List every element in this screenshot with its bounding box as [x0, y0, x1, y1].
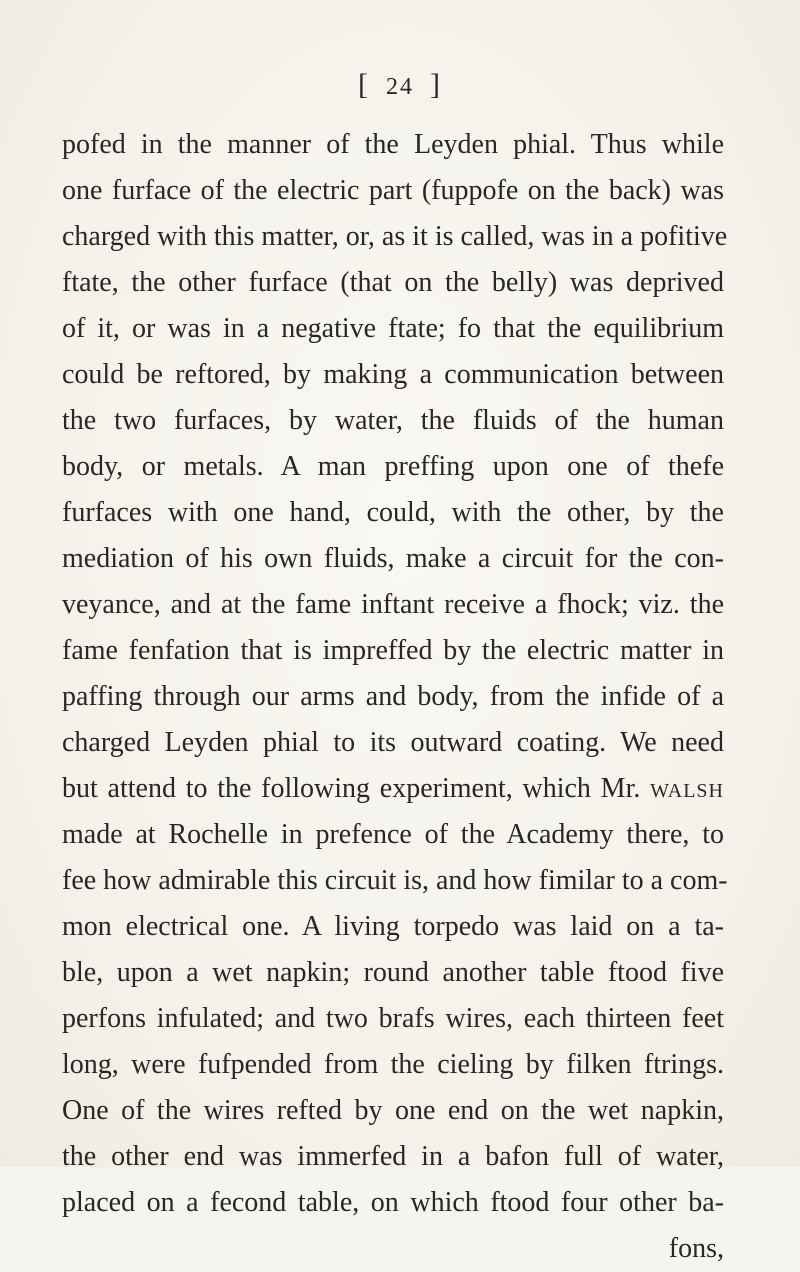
text-line: mon electrical one. A living torpedo was laid on a ta-: [62, 911, 724, 942]
text-line: One of the wires refted by one end on the wet napkin,: [62, 1095, 724, 1126]
bracket-close: ]: [430, 68, 442, 101]
bracket-open: [: [358, 68, 370, 101]
page-number-value: 24: [386, 74, 414, 100]
text-line: the two furfaces, by water, the fluids of the human: [62, 405, 724, 436]
text-line: made at Rochelle in prefence of the Academy there, to: [62, 819, 724, 850]
text-line: placed on a fecond table, on which ftood four other ba-: [62, 1187, 724, 1218]
body-text: [62, 122, 728, 1272]
text-line-walsh: [62, 766, 724, 812]
text-line: fame fenfation that is impreffed by the electric matter in: [62, 635, 724, 666]
text-line: of it, or was in a negative ftate; fo that the equilibrium: [62, 313, 724, 344]
text-line: mediation of his own fluids, make a circuit for the con-: [62, 543, 724, 574]
text-line: one furface of the electric part (fuppofe on the back) was: [62, 175, 724, 206]
text-line: ble, upon a wet napkin; round another table ftood five: [62, 957, 724, 988]
text-segment: but attend to the following experiment, which Mr.: [62, 773, 651, 804]
text-line: charged with this matter, or, as it is called, was in a pofitive: [62, 221, 728, 252]
text-line: long, were fufpended from the cieling by filken ftrings.: [62, 1049, 724, 1080]
text-line: furfaces with one hand, could, with the other, by the: [62, 497, 724, 528]
text-line: ftate, the other furface (that on the belly) was deprived: [62, 267, 724, 298]
text-line: pofed in the manner of the Leyden phial. Thus while: [62, 129, 724, 160]
text-line: paffing through our arms and body, from the infide of a: [62, 681, 724, 712]
catchword: fons,: [668, 1233, 724, 1264]
text-line: body, or metals. A man preffing upon one of thefe: [62, 451, 724, 482]
page-number: [0, 68, 800, 102]
text-line: could be reftored, by making a communication between: [62, 359, 724, 390]
text-line: perfons infulated; and two brafs wires, each thirteen feet: [62, 1003, 724, 1034]
text-line: fee how admirable this circuit is, and how fimilar to a com-: [62, 865, 728, 896]
text-line: charged Leyden phial to its outward coating. We need: [62, 727, 724, 758]
text-line: the other end was immerfed in a bafon full of water,: [62, 1141, 724, 1172]
text-line: veyance, and at the fame inftant receive a fhock; viz. the: [62, 589, 724, 620]
name-walsh: WALSH: [650, 780, 724, 802]
